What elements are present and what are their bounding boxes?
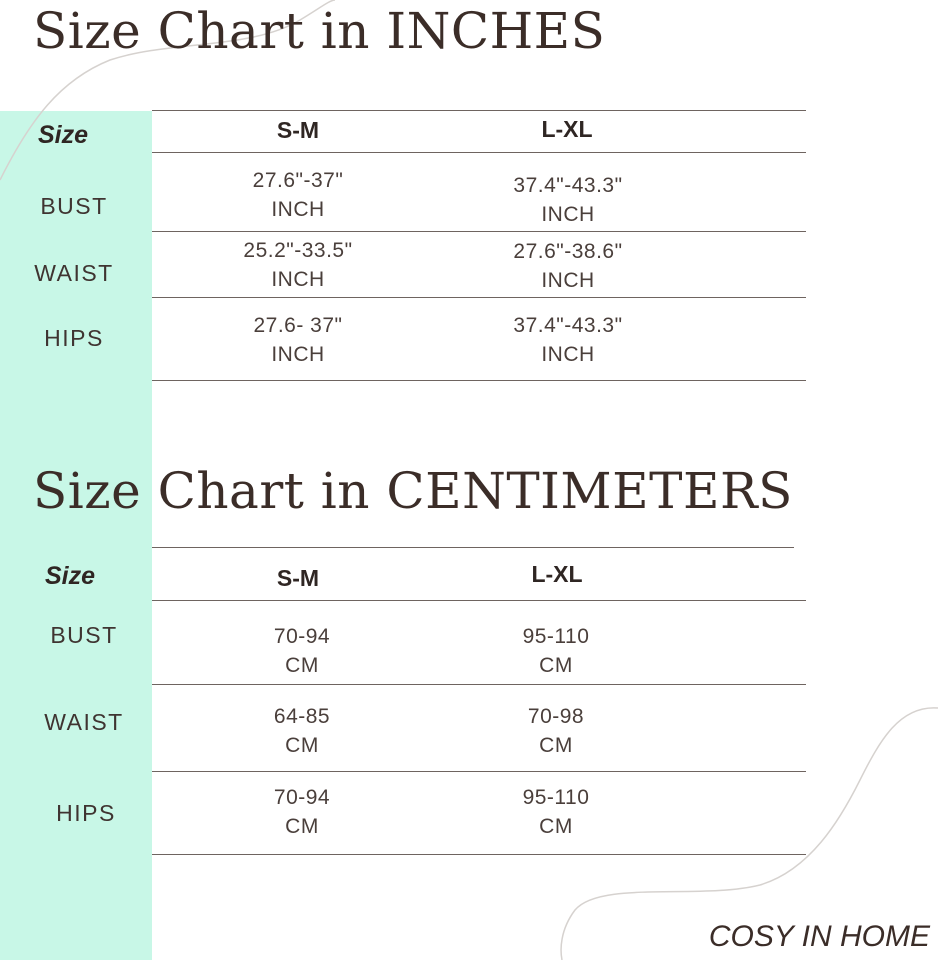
table-rule — [152, 380, 806, 381]
cell-hips-s-m: 27.6- 37" INCH — [253, 314, 343, 366]
row-label-waist: WAIST — [44, 709, 124, 735]
size-column-label: Size — [45, 562, 96, 590]
cell-bust-s-m: 70-94 CM — [273, 625, 331, 677]
inches-chart-title: Size Chart in INCHES — [33, 2, 606, 60]
table-rule — [152, 684, 806, 685]
cell-waist-s-m: 25.2"-33.5" INCH — [243, 239, 353, 291]
cell-hips-l-xl: 37.4"-43.3" INCH — [513, 314, 623, 366]
column-header-l-xl: L-XL — [541, 116, 593, 142]
cell-bust-l-xl: 95-110 CM — [522, 625, 590, 677]
table-rule — [152, 152, 806, 153]
row-label-bust: BUST — [40, 193, 108, 219]
table-rule — [152, 110, 806, 111]
table-rule — [152, 297, 806, 298]
table-rule — [152, 771, 806, 772]
cell-hips-l-xl: 95-110 CM — [522, 786, 590, 838]
table-rule — [152, 547, 794, 548]
cell-hips-s-m: 70-94 CM — [273, 786, 331, 838]
row-label-hips: HIPS — [56, 800, 116, 826]
cell-waist-l-xl: 70-98 CM — [527, 705, 585, 757]
column-header-s-m: S-M — [276, 117, 320, 143]
row-label-bust: BUST — [50, 622, 118, 648]
column-header-s-m: S-M — [276, 565, 320, 591]
size-column-label: Size — [38, 121, 89, 149]
cell-waist-s-m: 64-85 CM — [273, 705, 331, 757]
table-rule — [152, 600, 806, 601]
cell-bust-l-xl: 37.4"-43.3" INCH — [513, 174, 623, 226]
table-rule — [152, 231, 806, 232]
mint-side-panel — [0, 111, 152, 960]
column-header-l-xl: L-XL — [531, 561, 583, 587]
row-label-waist: WAIST — [34, 260, 114, 286]
cell-bust-s-m: 27.6"-37" INCH — [252, 169, 344, 221]
cm-chart-title: Size Chart in CENTIMETERS — [33, 462, 793, 520]
table-rule — [152, 854, 806, 855]
row-label-hips: HIPS — [44, 325, 104, 351]
cell-waist-l-xl: 27.6"-38.6" INCH — [513, 240, 623, 292]
brand-name: COSY IN HOME — [708, 920, 930, 953]
